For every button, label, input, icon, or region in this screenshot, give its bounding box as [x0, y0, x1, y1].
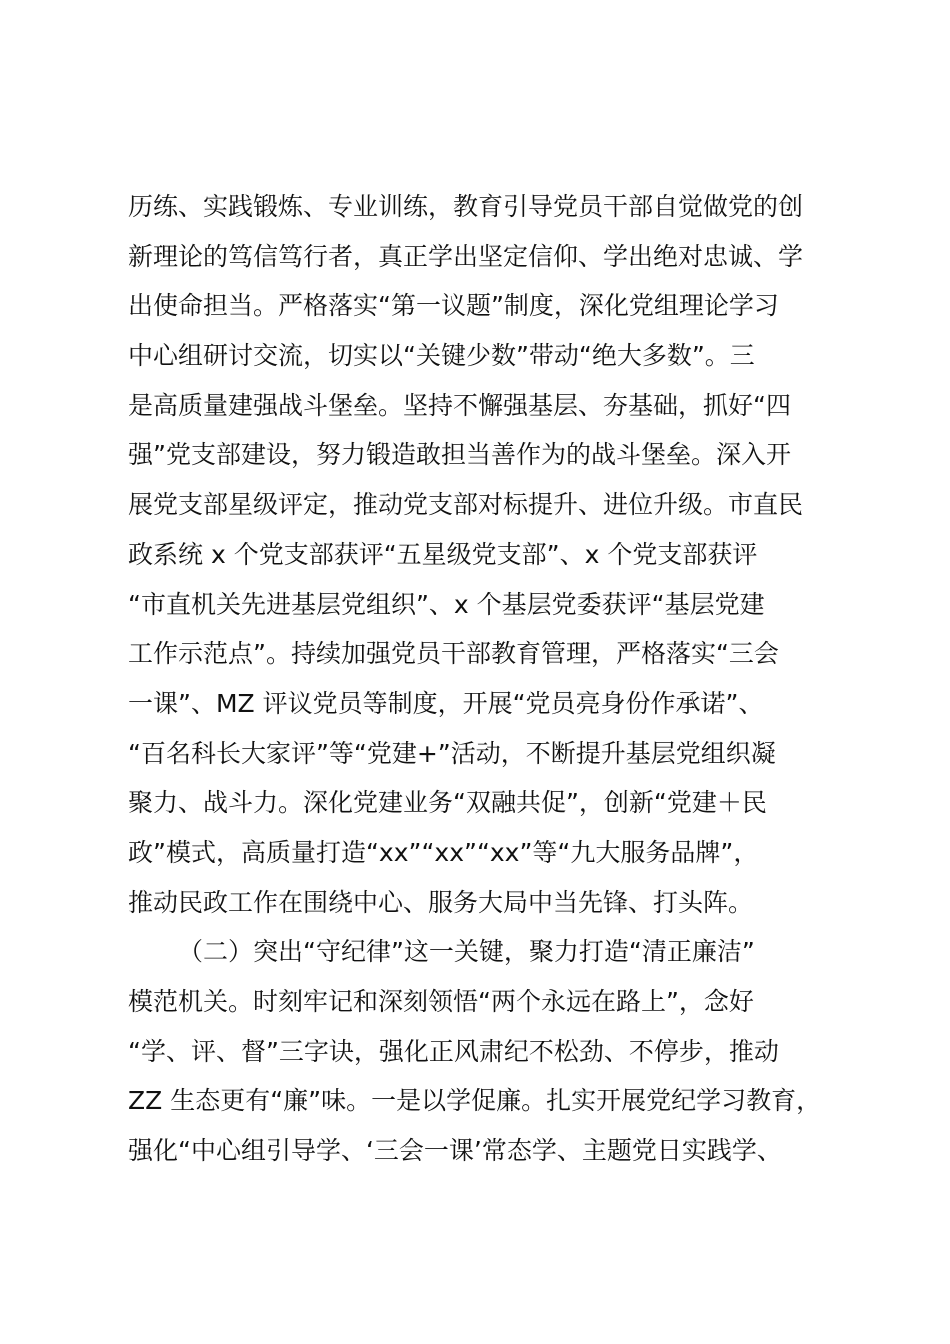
text-line: “市直机关先进基层党组织”、x 个基层党委获评“基层党建	[128, 589, 765, 619]
text-line: 工作示范点”。持续加强党员干部教育管理，严格落实“三会	[128, 639, 779, 669]
text-line: 强”党支部建设，努力锻造敢担当善作为的战斗堡垒。深入开	[128, 440, 791, 470]
text-line: 中心组研讨交流，切实以“关键少数”带动“绝大多数”。三	[128, 341, 755, 371]
text-line: 是高质量建强战斗堡垒。坚持不懈强基层、夯基础，抓好“四	[128, 390, 791, 420]
body-text	[128, 182, 868, 1176]
text-line: 政系统 x 个党支部获评“五星级党支部”、x 个党支部获评	[128, 539, 758, 569]
text-line: 一课”、MZ 评议党员等制度，开展“党员亮身份作承诺”、	[128, 688, 764, 718]
text-line: 新理论的笃信笃行者，真正学出坚定信仰、学出绝对忠诚、学	[128, 241, 804, 271]
text-line: 强化“中心组引导学、‘三会一课’常态学、主题党日实践学、	[128, 1136, 782, 1166]
text-line: 展党支部星级评定，推动党支部对标提升、进位升级。市直民	[128, 490, 804, 520]
text-line: 政”模式，高质量打造“xx”“xx”“xx”等“九大服务品牌”，	[128, 837, 759, 867]
text-line: 推动民政工作在围绕中心、服务大局中当先锋、打头阵。	[128, 887, 754, 917]
text-line: 模范机关。时刻牢记和深刻领悟“两个永远在路上”，念好	[128, 987, 754, 1016]
text-line: “百名科长大家评”等“党建+”活动，不断提升基层党组织凝	[128, 738, 776, 768]
text-line: 聚力、战斗力。深化党建业务“双融共促”，创新“党建＋民	[128, 788, 767, 818]
section-heading-line: （二）突出“守纪律”这一关键，聚力打造“清正廉洁”	[178, 937, 755, 967]
text-line: ZZ 生态更有“廉”味。一是以学促廉。扎实开展党纪学习教育，	[128, 1086, 822, 1116]
text-line: “学、评、督”三字诀，强化正风肃纪不松劲、不停步，推动	[128, 1036, 779, 1066]
text-line: 出使命担当。严格落实“第一议题”制度，深化党组理论学习	[128, 291, 779, 321]
text-line: 历练、实践锻炼、专业训练，教育引导党员干部自觉做党的创	[128, 192, 804, 221]
